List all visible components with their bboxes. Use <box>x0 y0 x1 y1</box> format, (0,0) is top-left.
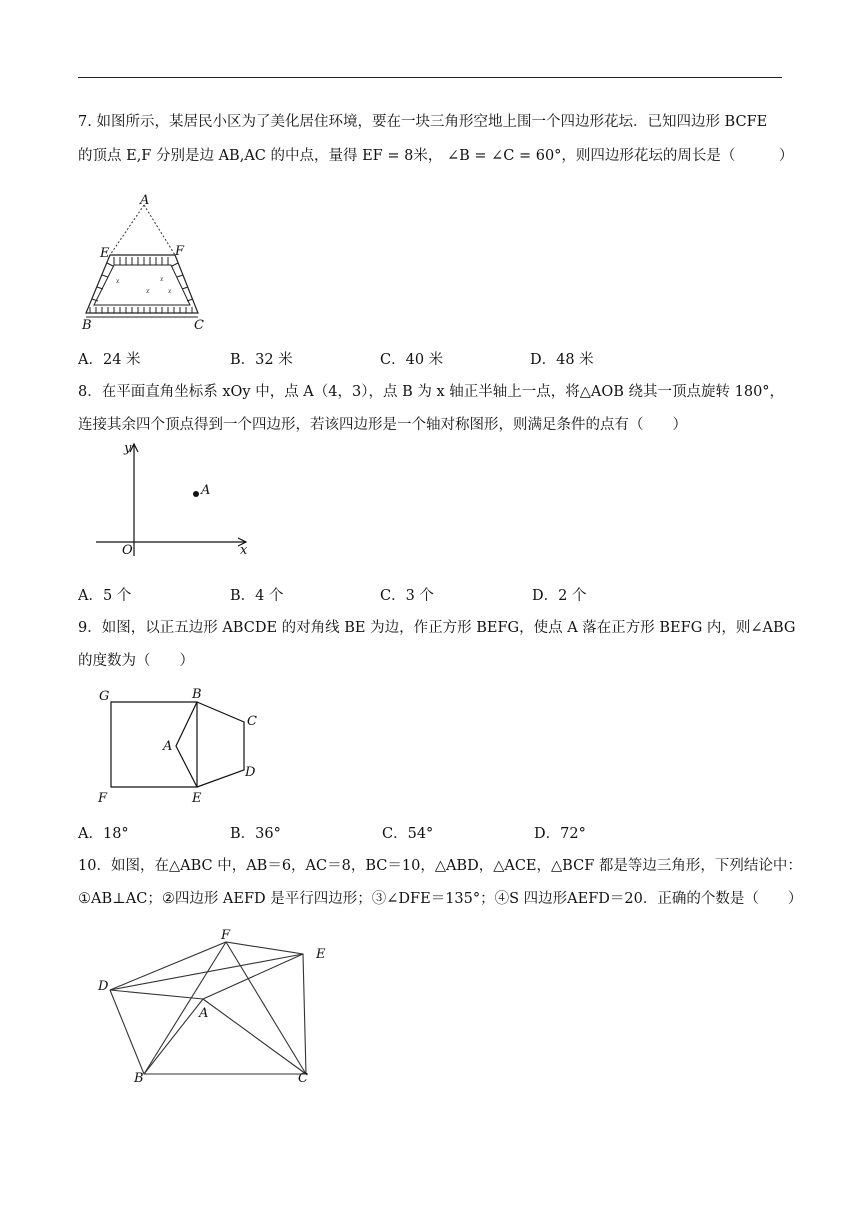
q8-label-x: x <box>240 543 248 558</box>
svg-text:ᵡ: ᵡ <box>146 288 150 298</box>
q7-label-b: B <box>82 318 92 333</box>
q7-choice-b[interactable]: B．32 米 <box>230 352 293 368</box>
q8-label-o: O <box>122 543 133 558</box>
q9-label-e: E <box>192 791 202 806</box>
svg-text:ᵡ: ᵡ <box>116 278 120 288</box>
q8-label-a: A <box>201 483 211 498</box>
q9-label-g: G <box>99 689 110 704</box>
q9-label-d: D <box>245 765 256 780</box>
q8-choice-d[interactable]: D．2 个 <box>532 588 587 604</box>
q8-text-line2: 连接其余四个顶点得到一个四边形，若该四边形是一个轴对称图形，则满足条件的点有（ ） <box>78 417 687 433</box>
q10-label-d: D <box>98 979 109 994</box>
q9-text-line2: 的度数为（ ） <box>78 653 194 669</box>
q9-choice-d[interactable]: D．72° <box>534 826 586 842</box>
q9-choice-c[interactable]: C．54° <box>382 826 434 842</box>
q8-choice-b[interactable]: B．4 个 <box>230 588 284 604</box>
q9-label-b: B <box>192 687 202 702</box>
q9-label-a: A <box>163 739 173 754</box>
svg-text:ᵡ: ᵡ <box>168 288 172 298</box>
q8-figure <box>90 440 260 560</box>
q7-label-f: F <box>175 244 185 259</box>
q10-label-e: E <box>316 947 326 962</box>
q10-figure <box>96 924 336 1086</box>
q7-choice-a[interactable]: A．24 米 <box>78 352 141 368</box>
q9-choices <box>78 822 798 842</box>
q9-choice-a[interactable]: A．18° <box>78 826 129 842</box>
q8-text-line1: 8．在平面直角坐标系 xOy 中，点 A（4，3），点 B 为 x 轴正半轴上一点，将△AOB 绕其一顶点旋转 180°， <box>78 384 785 400</box>
q8-choice-c[interactable]: C．3 个 <box>380 588 434 604</box>
q8-choices <box>78 584 798 604</box>
q9-label-c: C <box>247 714 257 729</box>
header-rule <box>78 77 782 78</box>
q7-figure <box>78 193 218 335</box>
q10-text-line1: 10．如图，在△ABC 中，AB＝6，AC＝8，BC＝10，△ABD，△ACE，△BCF 都是等边三角形，下列结论中： <box>78 858 802 874</box>
q7-text-line2: 的顶点 E,F 分别是边 AB,AC 的中点，量得 EF = 8米， ∠B = ∠C = 60°，则四边形花坛的周长是（ ） <box>78 148 794 164</box>
q9-figure <box>90 680 270 808</box>
q7-label-c: C <box>194 318 204 333</box>
q10-label-f: F <box>221 928 231 943</box>
q7-choice-d[interactable]: D．48 米 <box>530 352 594 368</box>
q7-label-a: A <box>140 193 150 208</box>
q7-choice-c[interactable]: C．40 米 <box>380 352 444 368</box>
q10-label-b: B <box>134 1071 144 1086</box>
q8-point-a <box>193 491 199 497</box>
q10-label-c: C <box>298 1071 308 1086</box>
q10-label-a: A <box>199 1006 209 1021</box>
q10-text-line2: ①AB⊥AC；②四边形 AEFD 是平行四边形；③∠DFE＝135°；④S 四边形AEFD＝20．正确的个数是（ ） <box>78 891 803 907</box>
q7-text-line1: 7. 如图所示，某居民小区为了美化居住环境，要在一块三角形空地上围一个四边形花坛．已知四边形 BCFE <box>78 114 768 130</box>
q8-choice-a[interactable]: A．5 个 <box>78 588 132 604</box>
q8-label-y: y <box>124 441 132 456</box>
q9-choice-b[interactable]: B．36° <box>230 826 281 842</box>
q7-label-e: E <box>100 246 110 261</box>
q9-text-line1: 9．如图，以正五边形 ABCDE 的对角线 BE 为边，作正方形 BEFG，使点 A 落在正方形 BEFG 内，则∠ABG <box>78 620 796 636</box>
q7-choices <box>78 348 798 368</box>
svg-text:ᵡ: ᵡ <box>160 276 164 286</box>
q9-label-f: F <box>98 791 108 806</box>
